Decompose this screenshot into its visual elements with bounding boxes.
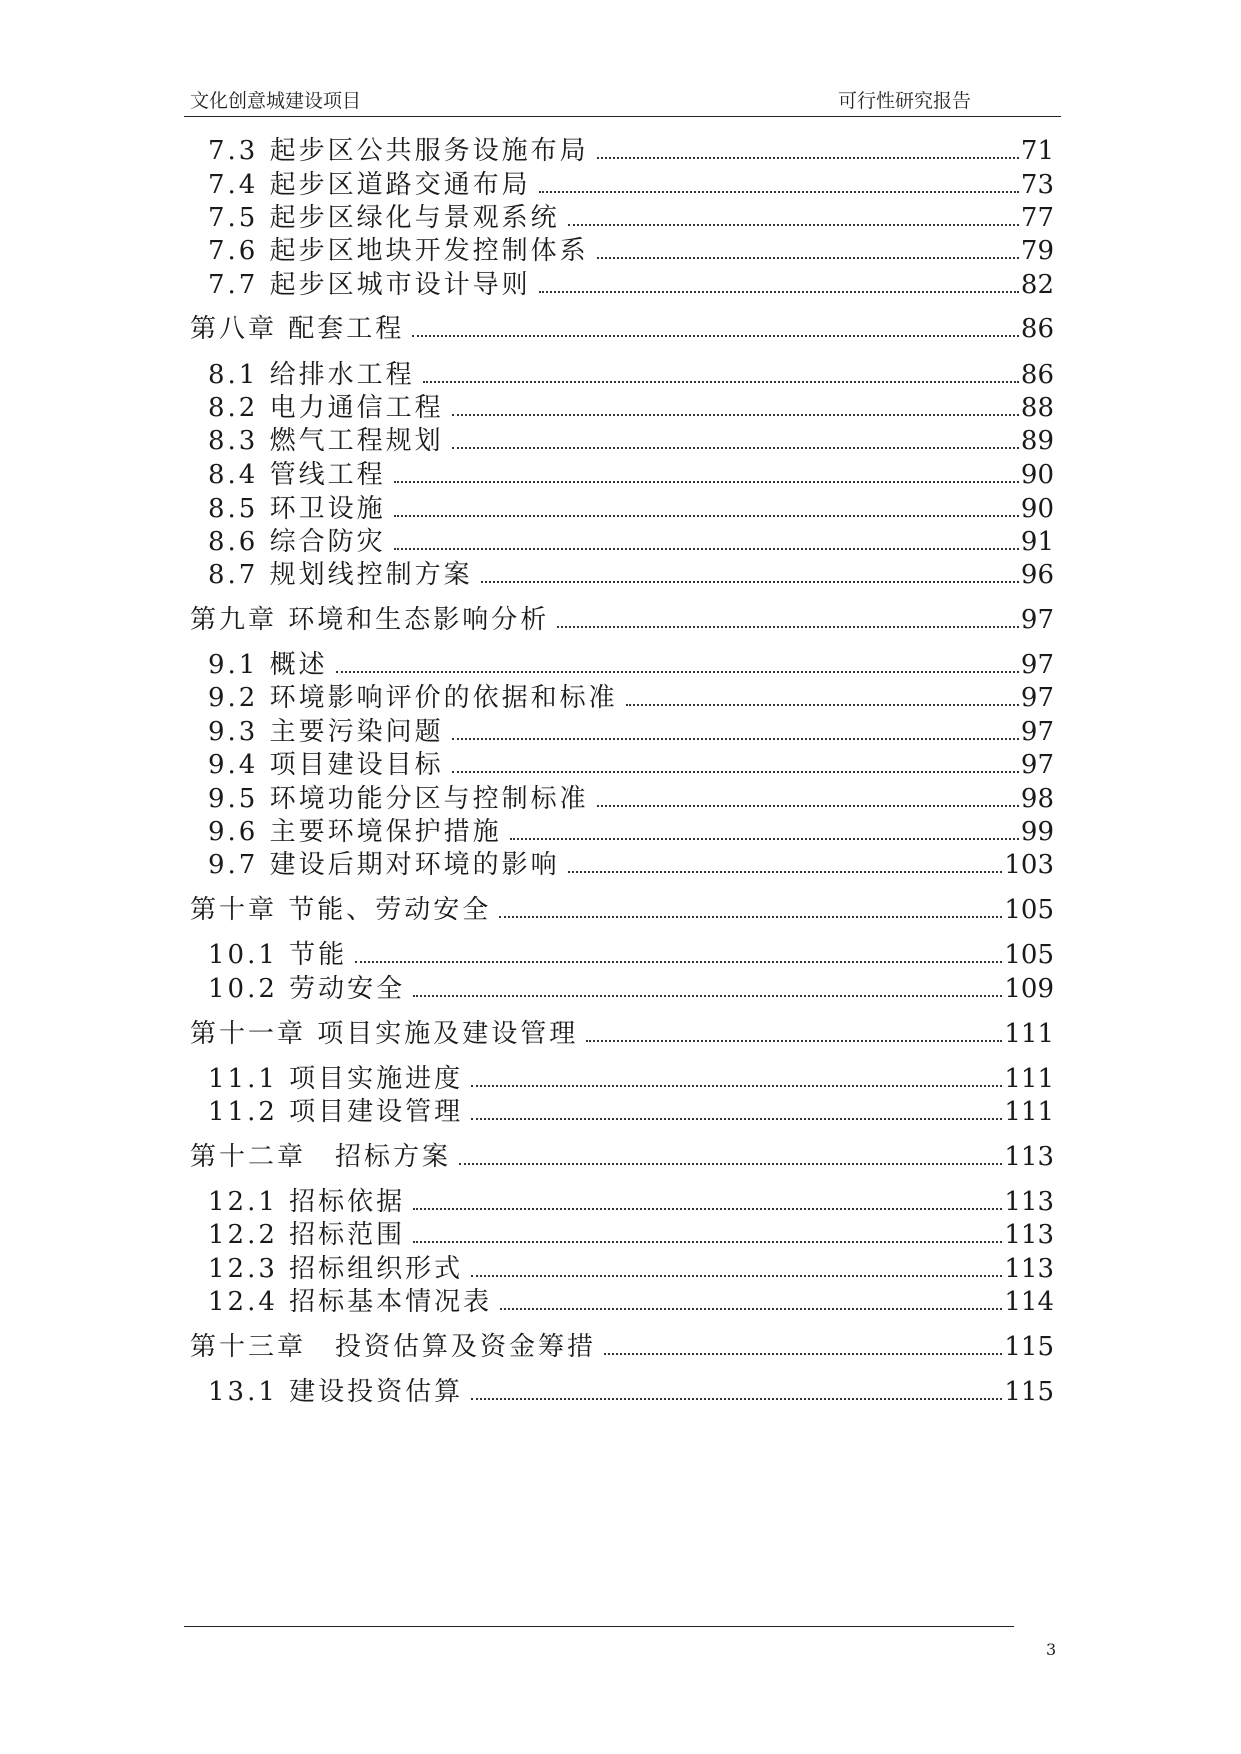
toc-entry-page: 99 — [1020, 817, 1054, 847]
toc-entry-title: 12.4 招标基本情况表 — [208, 1287, 493, 1317]
toc-entry-page: 97 — [1020, 717, 1054, 747]
toc-entry-title: 8.3 燃气工程规划 — [208, 426, 444, 456]
toc-section-entry[interactable] — [208, 420, 1054, 456]
toc-section-entry[interactable] — [208, 1181, 1054, 1217]
toc-entry-page: 105 — [1004, 940, 1054, 970]
toc-section-entry[interactable] — [208, 744, 1054, 780]
toc-entry-page: 91 — [1020, 527, 1054, 557]
toc-section-entry[interactable] — [208, 264, 1054, 300]
toc-section-entry[interactable] — [208, 130, 1054, 166]
toc-entry-title: 第十二章 招标方案 — [190, 1142, 452, 1172]
toc-entry-title: 7.7 起步区城市设计导则 — [208, 270, 531, 300]
toc-entry-title: 9.6 主要环境保护措施 — [208, 817, 502, 847]
toc-entry-page: 113 — [1004, 1142, 1054, 1172]
toc-entry-page: 82 — [1020, 270, 1054, 300]
toc-entry-title: 9.5 环境功能分区与控制标准 — [208, 784, 589, 814]
toc-entry-page: 115 — [1004, 1332, 1054, 1362]
toc-chapter-entry[interactable] — [190, 889, 1054, 925]
toc-entry-title: 10.1 节能 — [208, 940, 348, 970]
toc-entry-page: 115 — [1004, 1377, 1054, 1407]
toc-section-entry[interactable] — [208, 488, 1054, 524]
toc-dot-leader — [394, 515, 1019, 517]
toc-section-entry[interactable] — [208, 934, 1054, 970]
toc-entry-title: 9.4 项目建设目标 — [208, 750, 444, 780]
header-rule — [184, 116, 1061, 117]
toc-entry-title: 8.5 环卫设施 — [208, 494, 386, 524]
toc-dot-leader — [452, 771, 1019, 773]
toc-entry-title: 9.3 主要污染问题 — [208, 717, 444, 747]
toc-entry-page: 111 — [1004, 1097, 1054, 1127]
toc-dot-leader — [471, 1275, 1002, 1277]
toc-entry-title: 12.3 招标组织形式 — [208, 1254, 464, 1284]
toc-dot-leader — [499, 916, 1002, 918]
toc-dot-leader — [626, 704, 1019, 706]
toc-entry-title: 8.2 电力通信工程 — [208, 393, 444, 423]
toc-entry-page: 111 — [1004, 1064, 1054, 1094]
toc-chapter-entry[interactable] — [190, 1136, 1054, 1172]
toc-entry-page: 114 — [1004, 1287, 1054, 1317]
toc-section-entry[interactable] — [208, 521, 1054, 557]
toc-dot-leader — [336, 671, 1019, 673]
toc-entry-page: 90 — [1020, 494, 1054, 524]
toc-chapter-entry[interactable] — [190, 1013, 1054, 1049]
toc-entry-page: 105 — [1004, 895, 1054, 925]
toc-entry-page: 109 — [1004, 974, 1054, 1004]
toc-entry-title: 第八章 配套工程 — [190, 314, 405, 344]
toc-entry-page: 113 — [1004, 1254, 1054, 1284]
toc-entry-page: 113 — [1004, 1220, 1054, 1250]
footer-rule — [184, 1626, 1014, 1627]
toc-dot-leader — [481, 581, 1019, 583]
toc-dot-leader — [586, 1040, 1002, 1042]
toc-section-entry[interactable] — [208, 778, 1054, 814]
toc-entry-title: 7.5 起步区绿化与景观系统 — [208, 203, 560, 233]
toc-section-entry[interactable] — [208, 230, 1054, 266]
toc-section-entry[interactable] — [208, 354, 1054, 390]
toc-dot-leader — [471, 1398, 1002, 1400]
toc-entry-title: 7.6 起步区地块开发控制体系 — [208, 236, 589, 266]
toc-dot-leader — [394, 481, 1019, 483]
toc-entry-page: 97 — [1020, 750, 1054, 780]
toc-entry-page: 103 — [1004, 850, 1054, 880]
toc-entry-title: 7.4 起步区道路交通布局 — [208, 170, 531, 200]
toc-entry-page: 73 — [1020, 170, 1054, 200]
toc-dot-leader — [471, 1118, 1002, 1120]
toc-entry-page: 97 — [1020, 650, 1054, 680]
toc-dot-leader — [394, 548, 1019, 550]
toc-dot-leader — [413, 1241, 1002, 1243]
toc-dot-leader — [412, 335, 1019, 337]
toc-dot-leader — [568, 224, 1019, 226]
toc-section-entry[interactable] — [208, 1091, 1054, 1127]
toc-dot-leader — [539, 191, 1019, 193]
toc-entry-title: 12.2 招标范围 — [208, 1220, 406, 1250]
toc-section-entry[interactable] — [208, 164, 1054, 200]
toc-dot-leader — [597, 805, 1019, 807]
toc-entry-page: 90 — [1020, 460, 1054, 490]
toc-entry-page: 77 — [1020, 203, 1054, 233]
header-project-title: 文化创意城建设项目 — [190, 90, 362, 112]
toc-entry-page: 89 — [1020, 426, 1054, 456]
toc-entry-title: 9.2 环境影响评价的依据和标准 — [208, 683, 618, 713]
toc-entry-title: 10.2 劳动安全 — [208, 974, 406, 1004]
toc-entry-page: 71 — [1020, 136, 1054, 166]
toc-dot-leader — [597, 257, 1019, 259]
toc-chapter-entry[interactable] — [190, 599, 1054, 635]
toc-entry-title: 8.6 综合防灾 — [208, 527, 386, 557]
toc-entry-title: 12.1 招标依据 — [208, 1187, 406, 1217]
toc-entry-title: 7.3 起步区公共服务设施布局 — [208, 136, 589, 166]
toc-section-entry[interactable] — [208, 454, 1054, 490]
toc-entry-page: 79 — [1020, 236, 1054, 266]
toc-section-entry[interactable] — [208, 197, 1054, 233]
toc-entry-page: 113 — [1004, 1187, 1054, 1217]
header-report-title: 可行性研究报告 — [837, 90, 971, 112]
toc-entry-title: 13.1 建设投资估算 — [208, 1377, 464, 1407]
toc-entry-title: 11.2 项目建设管理 — [208, 1097, 464, 1127]
toc-dot-leader — [471, 1085, 1002, 1087]
toc-section-entry[interactable] — [208, 844, 1054, 880]
toc-chapter-entry[interactable] — [190, 1326, 1054, 1362]
toc-section-entry[interactable] — [208, 968, 1054, 1004]
toc-dot-leader — [500, 1308, 1002, 1310]
toc-entry-title: 8.4 管线工程 — [208, 460, 386, 490]
toc-section-entry[interactable] — [208, 1058, 1054, 1094]
toc-dot-leader — [423, 381, 1019, 383]
toc-section-entry[interactable] — [208, 554, 1054, 590]
toc-entry-title: 第十三章 投资估算及资金筹措 — [190, 1332, 597, 1362]
toc-entry-title: 9.1 概述 — [208, 650, 328, 680]
toc-entry-page: 88 — [1020, 393, 1054, 423]
toc-dot-leader — [597, 157, 1019, 159]
toc-entry-page: 111 — [1004, 1019, 1054, 1049]
toc-entry-page: 86 — [1020, 360, 1054, 390]
toc-entry-title: 9.7 建设后期对环境的影响 — [208, 850, 560, 880]
toc-section-entry[interactable] — [208, 1371, 1054, 1407]
toc-section-entry[interactable] — [208, 644, 1054, 680]
toc-entry-page: 96 — [1020, 560, 1054, 590]
toc-dot-leader — [568, 871, 1003, 873]
toc-entry-page: 86 — [1020, 314, 1054, 344]
toc-section-entry[interactable] — [208, 677, 1054, 713]
toc-entry-title: 11.1 项目实施进度 — [208, 1064, 464, 1094]
toc-section-entry[interactable] — [208, 387, 1054, 423]
toc-dot-leader — [557, 626, 1019, 628]
toc-entry-title: 8.7 规划线控制方案 — [208, 560, 473, 590]
toc-dot-leader — [452, 447, 1019, 449]
toc-section-entry[interactable] — [208, 1281, 1054, 1317]
toc-entry-page: 97 — [1020, 683, 1054, 713]
toc-section-entry[interactable] — [208, 1214, 1054, 1250]
toc-entry-title: 第十章 节能、劳动安全 — [190, 895, 492, 925]
toc-entry-title: 第十一章 项目实施及建设管理 — [190, 1019, 579, 1049]
toc-dot-leader — [452, 738, 1019, 740]
toc-entry-page: 97 — [1020, 605, 1054, 635]
toc-dot-leader — [604, 1353, 1002, 1355]
toc-chapter-entry[interactable] — [190, 308, 1054, 344]
toc-section-entry[interactable] — [208, 811, 1054, 847]
toc-dot-leader — [413, 1208, 1002, 1210]
toc-dot-leader — [355, 961, 1002, 963]
toc-entry-title: 第九章 环境和生态影响分析 — [190, 605, 550, 635]
toc-entry-title: 8.1 给排水工程 — [208, 360, 415, 390]
toc-dot-leader — [459, 1163, 1002, 1165]
page-number: 3 — [1046, 1640, 1057, 1659]
toc-dot-leader — [413, 995, 1002, 997]
toc-section-entry[interactable] — [208, 711, 1054, 747]
toc-dot-leader — [510, 838, 1019, 840]
toc-section-entry[interactable] — [208, 1248, 1054, 1284]
toc-entry-page: 98 — [1020, 784, 1054, 814]
toc-dot-leader — [539, 291, 1019, 293]
toc-dot-leader — [452, 414, 1019, 416]
